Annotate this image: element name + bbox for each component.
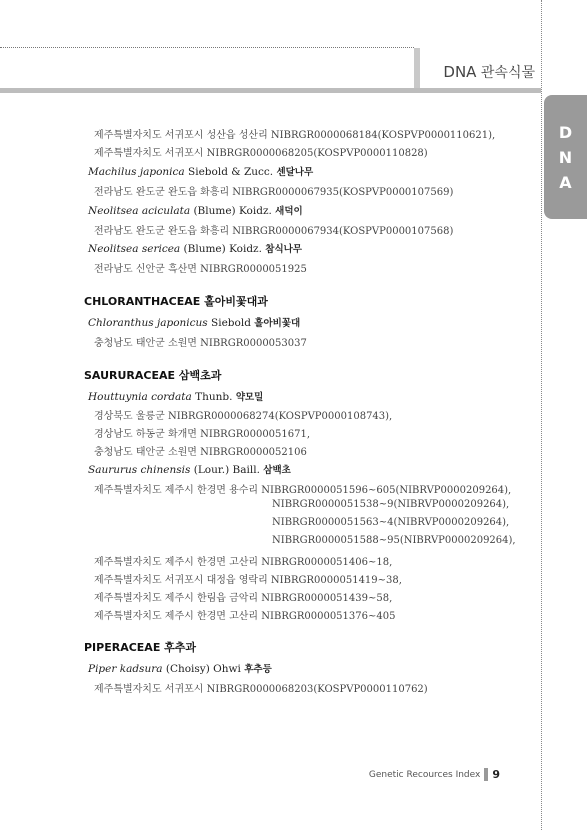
species-name: Machilus japonica xyxy=(88,166,185,178)
right-margin-rule xyxy=(541,0,542,830)
locality-line: 제주특별자치도 서귀포시 NIBRGR0000068205(KOSPVP0000110828) xyxy=(94,148,428,159)
locality-line: 충청남도 태안군 소원면 NIBRGR0000052106 xyxy=(94,447,307,458)
page-footer xyxy=(330,768,500,781)
species-korean-name: 홀아비꽃대 xyxy=(254,318,301,329)
species-korean-name: 후추등 xyxy=(244,664,272,675)
family-heading-chloranthaceae: CHLORANTHACEAE 홀아비꽃대과 xyxy=(84,295,268,308)
locality-line: 제주특별자치도 제주시 한경면 용수리 NIBRGR0000051596~605(NIBRVP0000209264), xyxy=(94,485,512,496)
locality-line: 경상북도 울릉군 NIBRGR0000068274(KOSPVP0000108743), xyxy=(94,411,393,422)
locality-line: 제주특별자치도 제주시 한경면 고산리 NIBRGR0000051376~405 xyxy=(94,611,396,622)
locality-line: 전라남도 완도군 완도읍 화흥리 NIBRGR0000067935(KOSPVP0000107569) xyxy=(94,187,454,198)
specimen-id-line: NIBRGR0000051563~4(NIBRVP0000209264), xyxy=(272,517,510,528)
specimen-id-line: NIBRGR0000051538~9(NIBRVP0000209264), xyxy=(272,499,510,510)
species-entry-aciculata xyxy=(88,203,303,217)
species-author: (Choisy) Ohwi xyxy=(165,663,241,675)
species-author: Siebold xyxy=(211,317,251,329)
species-name: Piper kadsura xyxy=(88,663,163,675)
header-title: 관속식물 xyxy=(480,65,535,81)
section-side-tab xyxy=(544,95,587,219)
specimen-id-line: NIBRGR0000051588~95(NIBRVP0000209264), xyxy=(272,535,516,546)
locality-line: 제주특별자치도 제주시 한림읍 금악리 NIBRGR0000051439~58, xyxy=(94,593,393,604)
locality-line: 경상남도 하동군 화개면 NIBRGR0000051671, xyxy=(94,429,311,440)
species-korean-name: 참식나무 xyxy=(265,244,302,255)
header-bar xyxy=(0,88,541,93)
locality-line: 제주특별자치도 서귀포시 성산읍 성산리 NIBRGR0000068184(KOSPVP0000110621), xyxy=(94,130,496,141)
species-name: Houttuynia cordata xyxy=(88,391,192,403)
family-heading-piperaceae: PIPERACEAE 후추과 xyxy=(84,641,197,654)
side-tab-letter: A xyxy=(559,173,572,192)
locality-line: 제주특별자치도 서귀포시 대정읍 영락리 NIBRGR0000051419~38, xyxy=(94,575,402,586)
top-dotted-rule xyxy=(0,47,414,48)
locality-line: 전라남도 신안군 흑산면 NIBRGR0000051925 xyxy=(94,264,307,275)
running-header xyxy=(443,62,535,82)
page-number: 9 xyxy=(492,768,500,781)
species-name: Neolitsea sericea xyxy=(88,243,181,255)
species-author: (Blume) Koidz. xyxy=(183,243,262,255)
family-heading-saururaceae: SAURURACEAE 삼백초과 xyxy=(84,369,222,382)
header-abbr: DNA xyxy=(443,63,477,81)
locality-line: 제주특별자치도 서귀포시 NIBRGR0000068203(KOSPVP0000110762) xyxy=(94,684,428,695)
species-author: Thunb. xyxy=(195,391,233,403)
species-korean-name: 새덕이 xyxy=(275,206,303,217)
species-entry-piper xyxy=(88,661,272,675)
locality-line: 전라남도 완도군 완도읍 화흥리 NIBRGR0000067934(KOSPVP0000107568) xyxy=(94,226,454,237)
species-author: (Blume) Koidz. xyxy=(193,205,272,217)
species-korean-name: 삼백초 xyxy=(263,465,291,476)
species-name: Saururus chinensis xyxy=(88,464,191,476)
species-entry-machilus xyxy=(88,164,313,178)
species-entry-saururus xyxy=(88,462,291,476)
footer-separator xyxy=(484,768,488,781)
species-entry-sericea xyxy=(88,241,302,255)
side-tab-letter: N xyxy=(558,148,573,167)
species-author: Siebold & Zucc. xyxy=(188,166,274,178)
species-name: Chloranthus japonicus xyxy=(88,317,208,329)
locality-line: 충청남도 태안군 소원면 NIBRGR0000053037 xyxy=(94,338,307,349)
species-korean-name: 약모밀 xyxy=(235,392,264,403)
species-name: Neolitsea aciculata xyxy=(88,205,191,217)
species-author: (Lour.) Baill. xyxy=(193,464,260,476)
locality-line: 제주특별자치도 제주시 한경면 고산리 NIBRGR0000051406~18, xyxy=(94,557,393,568)
species-entry-houttuynia xyxy=(88,389,263,403)
species-entry-chloranthus xyxy=(88,315,300,329)
header-tab xyxy=(414,48,541,88)
footer-title: Genetic Recources Index xyxy=(368,770,481,780)
side-tab-letter: D xyxy=(558,123,573,142)
species-korean-name: 센달나무 xyxy=(276,167,314,178)
